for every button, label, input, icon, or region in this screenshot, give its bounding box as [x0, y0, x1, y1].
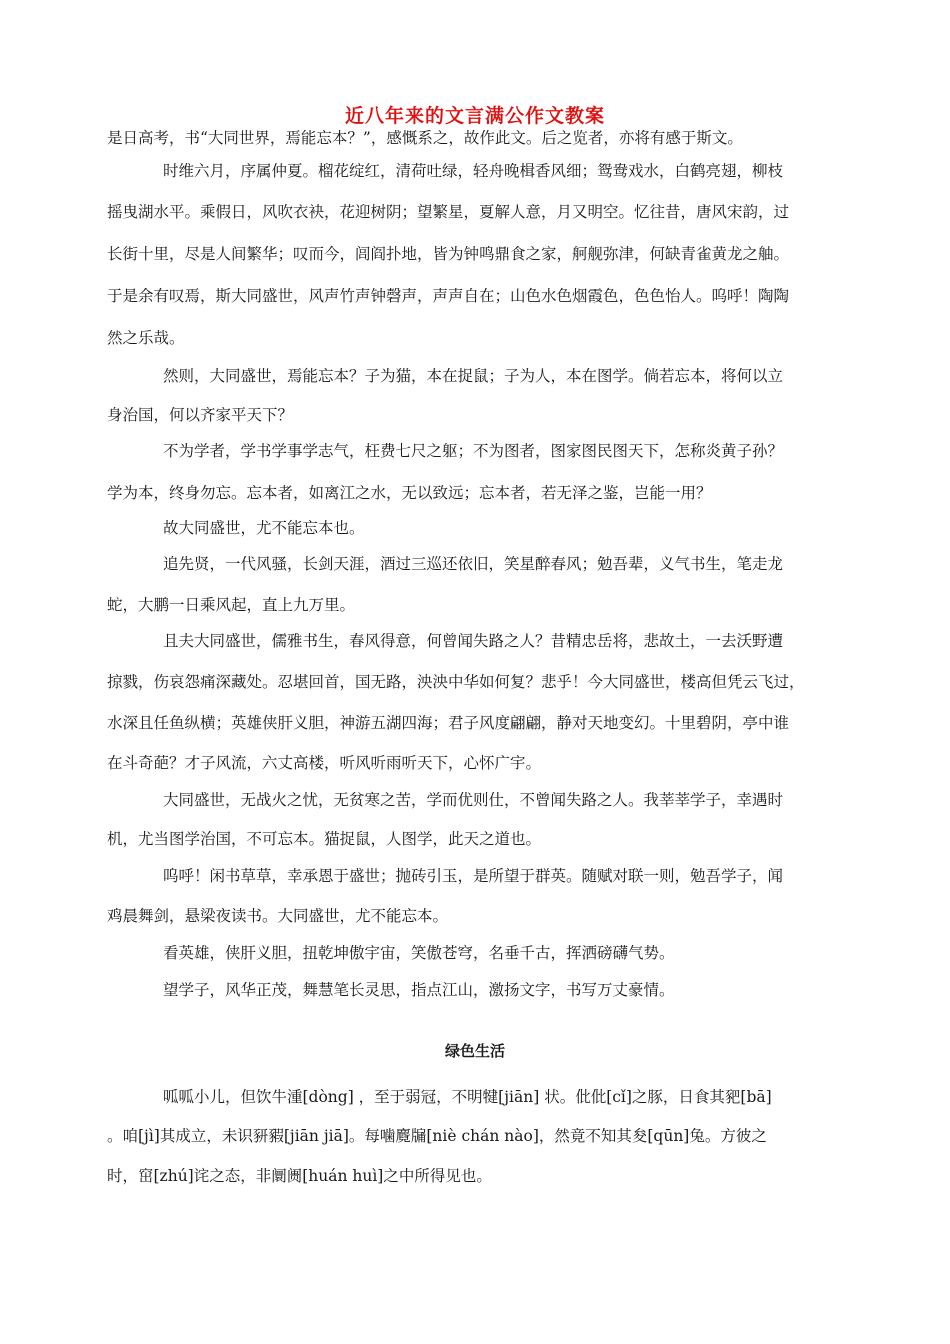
paragraph-line: 不为学者，学书学事学志气，枉费七尺之躯；不为图者，图家图民图天下，怎称炎黄子孙？	[163, 442, 784, 460]
paragraph-line: 身治国，何以齐家平天下？	[107, 406, 294, 424]
paragraph-line: 鸡晨舞剑，悬梁夜读书。大同盛世，尤不能忘本。	[107, 907, 449, 925]
paragraph-line: 摇曳湖水平。乘假日，风吹衣袂，花迎树阴；望繁星，夏解人意，月又明空。忆往昔，唐风宋韵，过	[107, 203, 790, 221]
paragraph-line: 然则，大同盛世，焉能忘本？子为猫，本在捉鼠；子为人，本在图学。倘若忘本，将何以立	[163, 367, 784, 385]
paragraph-line: 追先贤，一代风骚，长剑天涯，酒过三巡还依旧，笑星醉春风；勉吾辈，义气书生，笔走龙	[163, 555, 784, 573]
paragraph-line: 看英雄，侠肝义胆，扭乾坤傲宇宙，笑傲苍穹，名垂千古，挥洒磅礴气势。	[163, 944, 675, 962]
paragraph-line: 。咱[jì]其成立，未识豜豭[jiān jiā]。每噛麑牖[niè chán nào]，然竟不知其夋[qūn]兔。方彼之	[107, 1127, 767, 1145]
paragraph-line: 呜呼！闲书草草，幸承恩于盛世；抛砖引玉，是所望于群英。随赋对联一则，勉吾学子，闻	[163, 867, 784, 885]
paragraph-line: 长街十里，尽是人间繁华；叹而今，闾阎扑地，皆为钟鸣鼎食之家，舸舰弥津，何缺青雀黄龙之舳。	[107, 245, 790, 263]
document-title: 近八年来的文言满公作文教案	[344, 105, 605, 127]
paragraph-line: 在斗奇葩？才子风流，六丈高楼，听风听雨听天下，心怀广宇。	[107, 754, 542, 772]
paragraph-line: 呱呱小儿，但饮牛湩[dòng] ，至于弱冠，不明犍[jiān] 状。仳仳[cǐ]之豚，日食其豝[bā]	[163, 1088, 772, 1106]
paragraph-line: 是日高考，书“大同世界，焉能忘本？”，感慨系之，故作此文。后之览者，亦将有感于斯文。	[107, 129, 743, 147]
paragraph-line: 然之乐哉。	[107, 329, 185, 347]
paragraph-line: 且夫大同盛世，儒雅书生，春风得意，何曾闻失路之人？昔精忠岳将，悲故土，一去沃野遭	[163, 632, 784, 650]
paragraph-line: 水深且任鱼纵横；英雄侠肝义胆，神游五湖四海；君子风度翩翩，静对天地变幻。十里碧阴，亭中谁	[107, 714, 790, 732]
paragraph-line: 于是余有叹焉，斯大同盛世，风声竹声钟磬声，声声自在；山色水色烟霞色，色色怡人。呜呼！陶陶	[107, 287, 790, 305]
paragraph-line: 机，尤当图学治国，不可忘本。猫捉鼠，人图学，此天之道也。	[107, 830, 542, 848]
paragraph-line: 蛇，大鹏一日乘风起，直上九万里。	[107, 596, 356, 614]
paragraph-line: 时，窋[zhú]诧之态，非阛阓[huán huì]之中所得见也。	[107, 1167, 492, 1185]
paragraph-line: 故大同盛世，尤不能忘本也。	[163, 519, 365, 537]
paragraph-line: 掠戮，伤哀怨痛深藏处。忍堪回首，国无路，泱泱中华如何复？悲乎！今大同盛世，楼高但凭云飞过，	[107, 673, 805, 691]
paragraph-line: 学为本，终身勿忘。忘本者，如离江之水，无以致远；忘本者，若无泽之鉴，岂能一用？	[107, 484, 712, 502]
section-title: 绿色生活	[444, 1042, 505, 1060]
paragraph-line: 时维六月，序属仲夏。榴花绽红，清荷吐绿，轻舟晚楫香风细；鸳鸯戏水，白鹤亮翅，柳枝	[163, 162, 784, 180]
paragraph-line: 望学子，风华正茂，舞慧笔长灵思，指点江山，激扬文字，书写万丈豪情。	[163, 981, 675, 999]
paragraph-line: 大同盛世，无战火之忧，无贫寒之苦，学而优则仕，不曾闻失路之人。我莘莘学子，幸遇时	[163, 791, 784, 809]
